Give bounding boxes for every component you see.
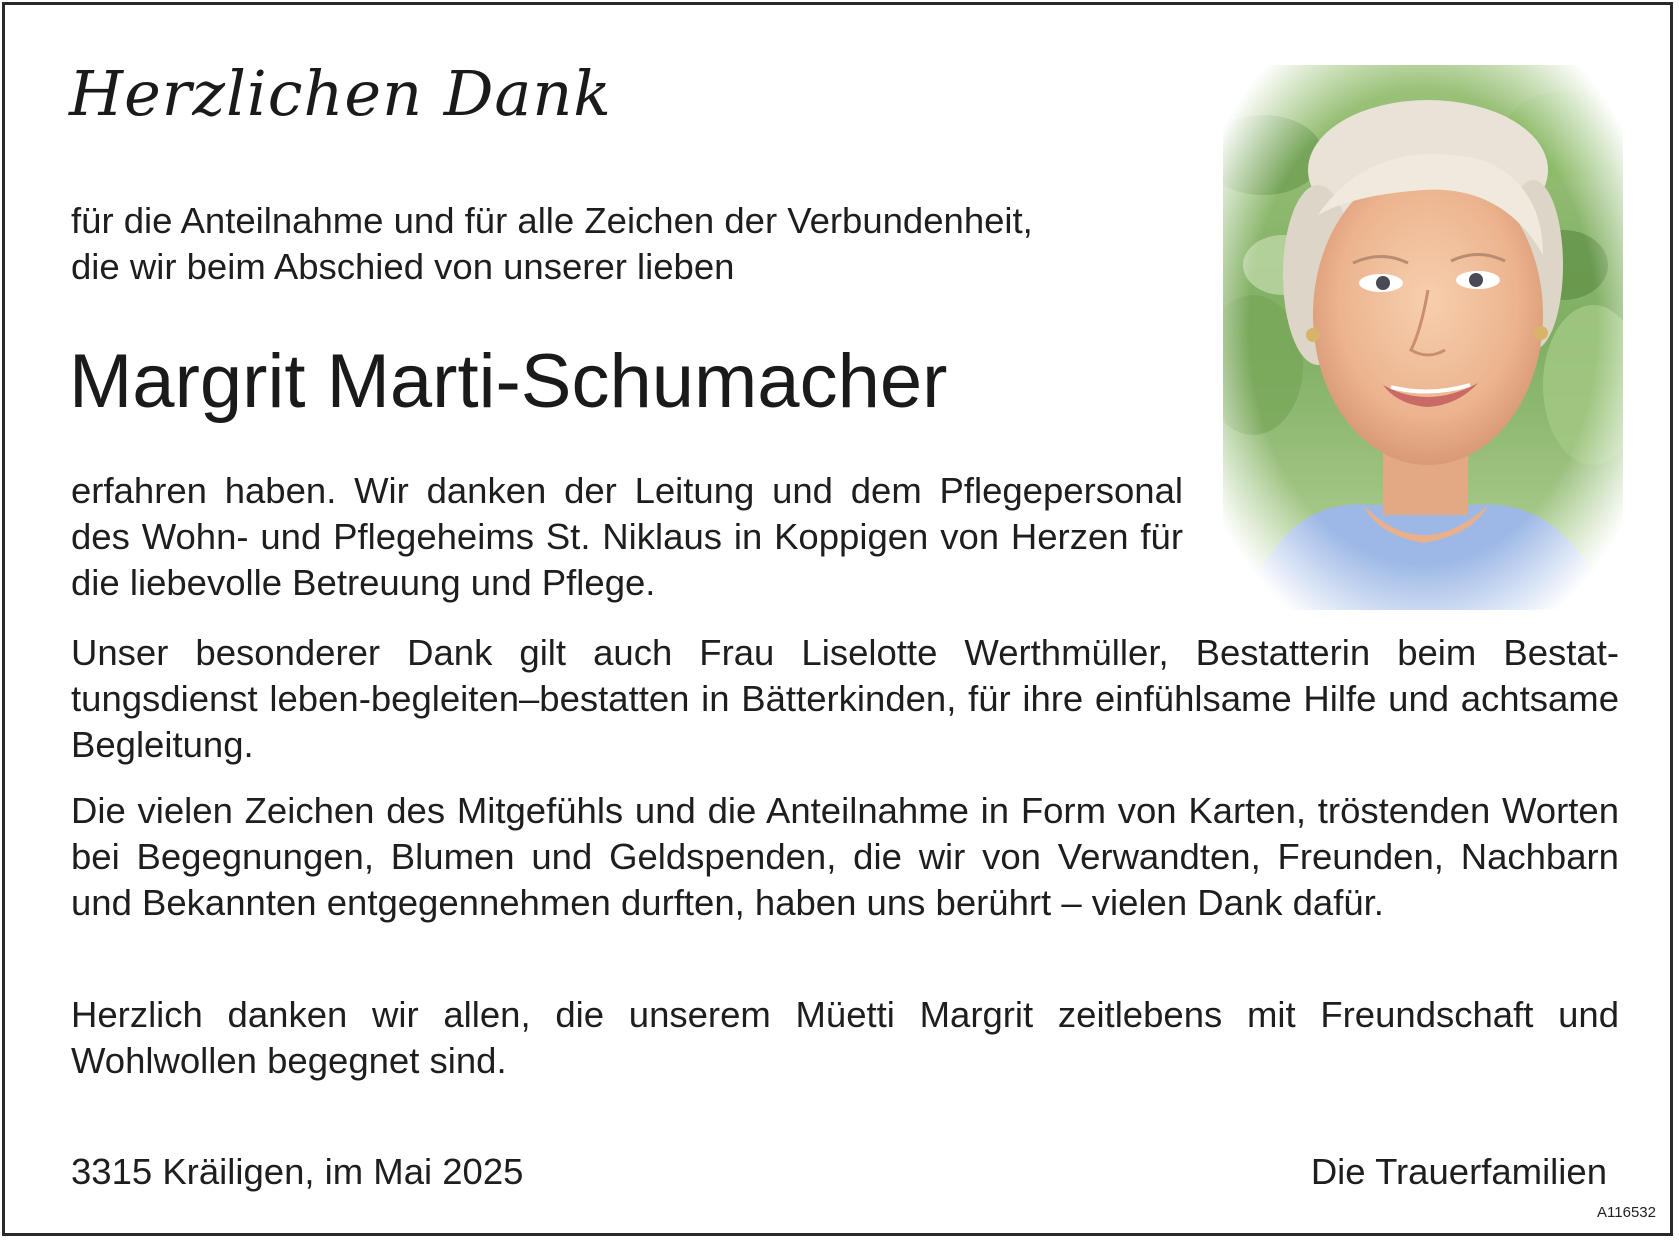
- ad-code: A116532: [1597, 1204, 1656, 1221]
- deceased-name: Margrit Marti-Schumacher: [69, 339, 948, 424]
- notice-frame: [2, 2, 1673, 1236]
- portrait-photo: [1223, 65, 1623, 610]
- intro-line: die wir beim Abschied von unserer lieben: [71, 246, 735, 287]
- paragraph-text: Unser besonderer Dank gilt auch Frau Liselotte Werthmüller, Bestatterin beim Bestattungsdienst leben-begleiten–bestatten in Bätterkinden, für ihre einfühlsame Hilfe und achtsame Begleitung.: [71, 632, 1619, 765]
- thanks-paragraph-friends: [71, 992, 1619, 1084]
- thanks-paragraph-funeral: [71, 630, 1619, 768]
- signature: Die Trauerfamilien: [1310, 1151, 1607, 1192]
- thanks-paragraph-sympathy: [71, 788, 1619, 926]
- place-date: 3315 Kräiligen, im Mai 2025: [71, 1151, 524, 1192]
- notice-heading: Herzlichen Dank: [69, 57, 612, 130]
- intro-line: für die Anteilnahme und für alle Zeichen der Verbundenheit,: [71, 200, 1033, 241]
- paragraph-text: Herzlich danken wir allen, die unserem Müetti Margrit zeitlebens mit Freundschaft und Wohlwollen begegnet sind.: [71, 994, 1619, 1081]
- portrait-illustration: [1223, 65, 1623, 610]
- thanks-paragraph-care: [71, 468, 1183, 606]
- paragraph-text: erfahren haben. Wir danken der Leitung und dem Pflegepersonal des Wohn- und Pflegeheims St. Niklaus in Koppigen von Herzen für die liebevolle Betreuung und Pflege.: [71, 470, 1183, 603]
- intro-text: [71, 198, 1181, 290]
- paragraph-text: Die vielen Zeichen des Mitgefühls und die Anteilnahme in Form von Karten, tröstenden Worten bei Begegnungen, Blumen und Geldspenden, die wir von Verwandten, Freunden, Nachbarn und Bekannten entgegennehmen durften, haben uns berührt – vielen Dank dafür.: [71, 790, 1619, 923]
